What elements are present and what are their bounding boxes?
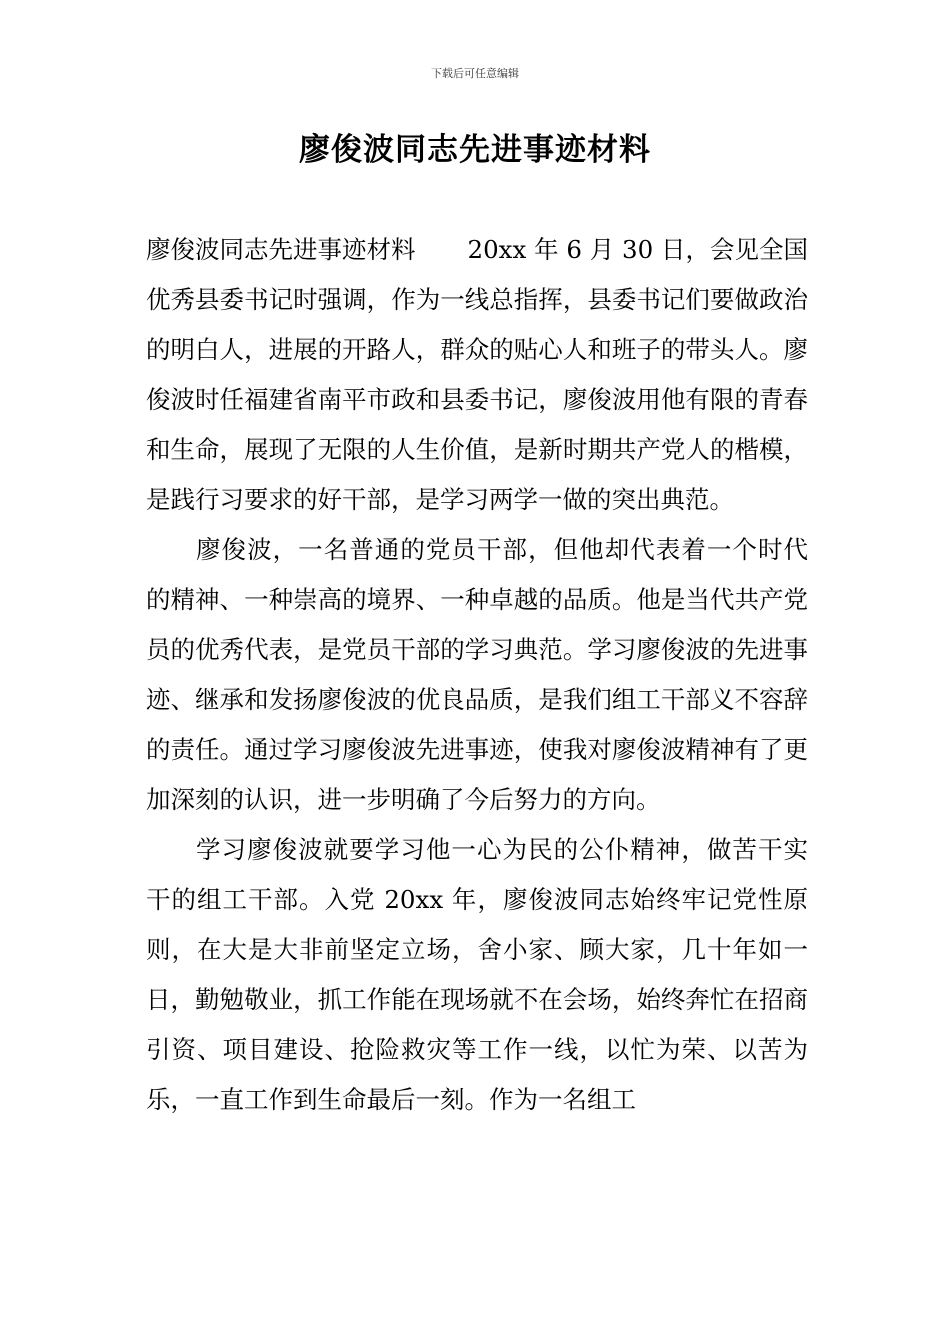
paragraph-2: 廖俊波，一名普通的党员干部，但他却代表着一个时代的精神、一种崇高的境界、一种卓越的品质。他是当代共产党员的优秀代表，是党员干部的学习典范。学习廖俊波的先进事迹、继承和发扬廖俊波的优良品质，是我们组工干部义不容辞的责任。通过学习廖俊波先进事迹，使我对廖俊波精神有了更加深刻的认识，进一步明确了今后努力的方向。: [146, 535, 808, 814]
paragraph-3: 学习廖俊波就要学习他一心为民的公仆精神，做苦干实干的组工干部。入党 20xx 年，廖俊波同志始终牢记党性原则，在大是大非前坚定立场，舍小家、顾大家，几十年如一日，勤勉敬业，抓工作能在现场就不在会场，始终奔忙在招商引资、项目建设、抢险救灾等工作一线，以忙为荣、以苦为乐，一直工作到生命最后一刻。作为一名组工: [146, 835, 808, 1114]
paragraph-1-lead: 廖俊波同志先进事迹材料: [146, 235, 416, 264]
header-note: 下载后可任意编辑: [431, 67, 519, 80]
paragraph-1: [146, 225, 808, 525]
document-body: [146, 225, 808, 1125]
document-title: 廖俊波同志先进事迹材料: [299, 132, 651, 168]
paragraph-1-body: 20xx 年 6 月 30 日，会见全国优秀县委书记时强调，作为一线总指挥，县委书记们要做政治的明白人，进展的开路人，群众的贴心人和班子的带头人。廖俊波时任福建省南平市政和县委书记，廖俊波用他有限的青春和生命，展现了无限的人生价值，是新时期共产党人的楷模，是践行习要求的好干部，是学习两学一做的突出典范。: [146, 235, 809, 514]
